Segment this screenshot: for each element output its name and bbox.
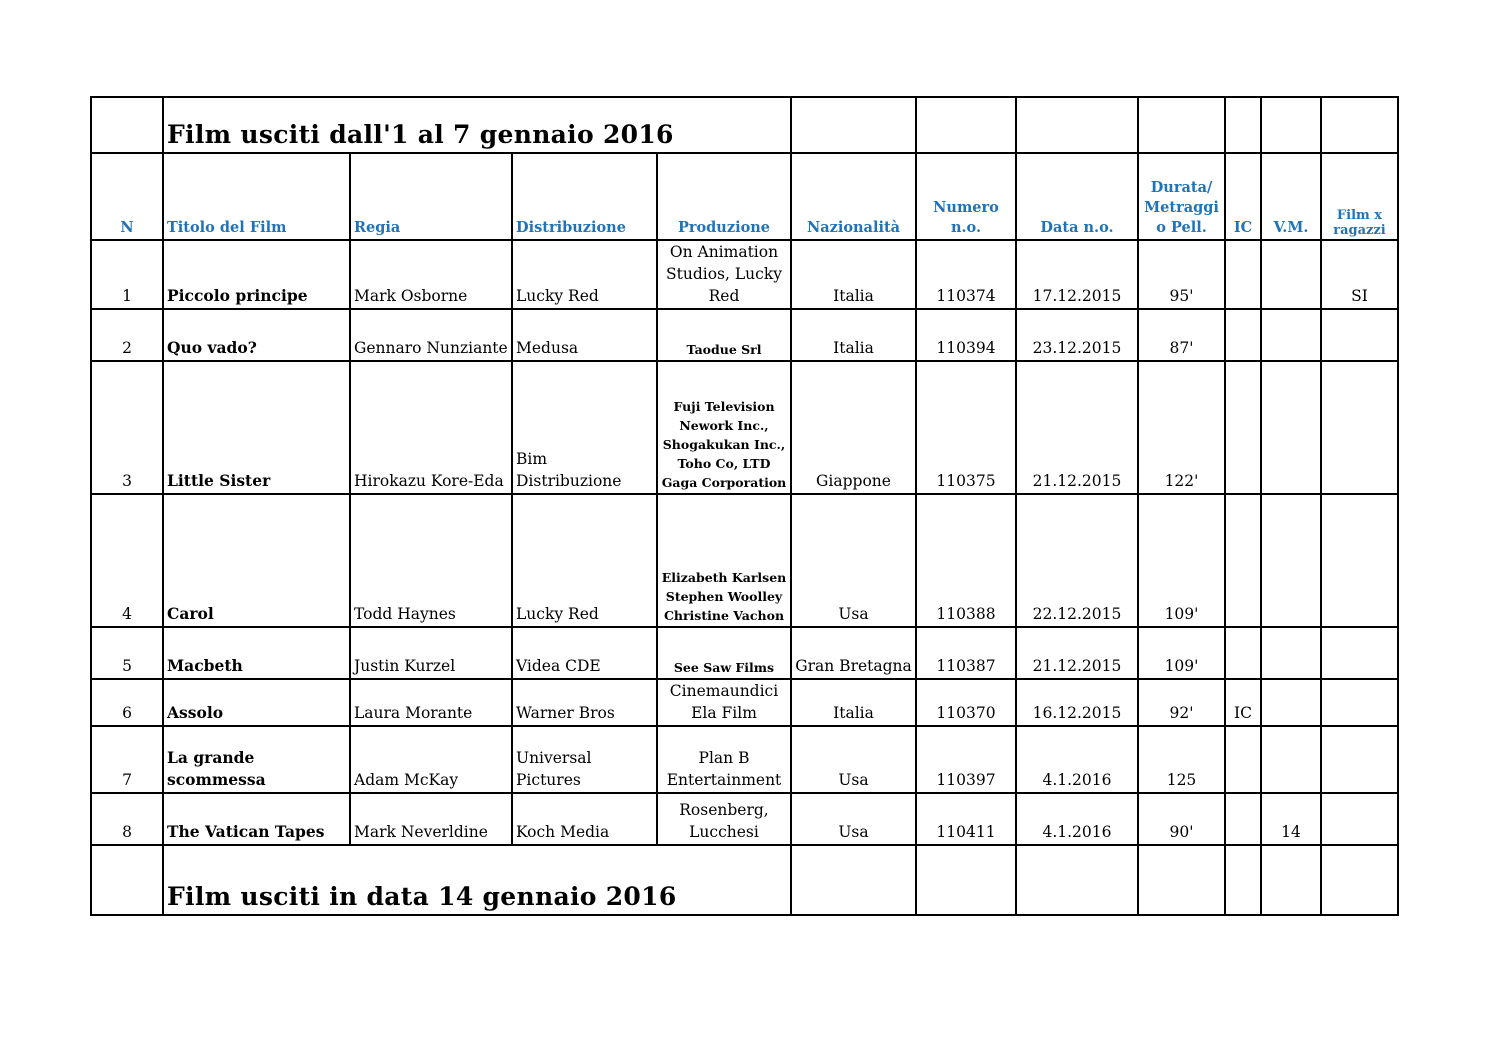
empty-cell xyxy=(1225,845,1261,915)
director: Hirokazu Kore-Eda xyxy=(350,361,512,494)
section-title-row xyxy=(91,97,1398,153)
row-number: 3 xyxy=(91,361,163,494)
production-line: Studios, Lucky xyxy=(666,265,782,283)
film-release-table xyxy=(90,96,1399,916)
row-number: 5 xyxy=(91,627,163,679)
film-title: La grande scommessa xyxy=(163,726,350,793)
production-line: Gaga Corporation xyxy=(661,475,787,490)
film-title: Little Sister xyxy=(163,361,350,494)
production xyxy=(657,494,791,627)
ic-flag xyxy=(1225,627,1261,679)
row-number: 6 xyxy=(91,679,163,726)
production xyxy=(657,793,791,845)
nationality: Usa xyxy=(791,494,916,627)
table-row xyxy=(91,309,1398,361)
section-title-row xyxy=(91,845,1398,915)
director: Todd Haynes xyxy=(350,494,512,627)
production-line: Rosenberg, xyxy=(679,801,769,819)
director: Gennaro Nunziante xyxy=(350,309,512,361)
section-title: Film usciti in data 14 gennaio 2016 xyxy=(163,845,791,915)
kids-flag xyxy=(1321,627,1398,679)
production-line: Taodue Srl xyxy=(686,342,762,357)
row-number: 4 xyxy=(91,494,163,627)
ic-flag: IC xyxy=(1225,679,1261,726)
production-line: Stephen Woolley xyxy=(665,589,783,604)
vm-rating xyxy=(1261,627,1321,679)
empty-cell xyxy=(1016,845,1138,915)
nulla-osta-number: 110374 xyxy=(916,240,1016,309)
director: Justin Kurzel xyxy=(350,627,512,679)
header-numero xyxy=(916,153,1016,240)
vm-rating xyxy=(1261,679,1321,726)
nulla-osta-date: 17.12.2015 xyxy=(1016,240,1138,309)
empty-cell xyxy=(1261,97,1321,153)
vm-rating xyxy=(1261,726,1321,793)
nulla-osta-date: 21.12.2015 xyxy=(1016,627,1138,679)
nulla-osta-number: 110370 xyxy=(916,679,1016,726)
nulla-osta-number: 110397 xyxy=(916,726,1016,793)
production-line: Nework Inc., xyxy=(679,418,769,433)
duration: 109' xyxy=(1138,494,1225,627)
production-line: Lucchesi xyxy=(689,823,759,841)
nulla-osta-date: 21.12.2015 xyxy=(1016,361,1138,494)
vm-rating xyxy=(1261,240,1321,309)
production xyxy=(657,309,791,361)
header-ic: IC xyxy=(1225,153,1261,240)
header-data: Data n.o. xyxy=(1016,153,1138,240)
nationality: Italia xyxy=(791,240,916,309)
nationality: Giappone xyxy=(791,361,916,494)
film-title: Macbeth xyxy=(163,627,350,679)
section-title: Film usciti dall'1 al 7 gennaio 2016 xyxy=(163,97,791,153)
vm-rating xyxy=(1261,494,1321,627)
nationality: Usa xyxy=(791,793,916,845)
empty-cell xyxy=(791,97,916,153)
production-line: Elizabeth Karlsen xyxy=(661,570,787,585)
director: Mark Neverldine xyxy=(350,793,512,845)
nulla-osta-date: 4.1.2016 xyxy=(1016,793,1138,845)
header-numero-line1: Numero xyxy=(933,199,999,216)
production-line: See Saw Films xyxy=(673,660,775,675)
kids-flag xyxy=(1321,726,1398,793)
header-ragazzi xyxy=(1321,153,1398,240)
film-title: Quo vado? xyxy=(163,309,350,361)
header-durata xyxy=(1138,153,1225,240)
row-number: 2 xyxy=(91,309,163,361)
kids-flag xyxy=(1321,309,1398,361)
empty-cell xyxy=(791,845,916,915)
ic-flag xyxy=(1225,494,1261,627)
header-distribuzione: Distribuzione xyxy=(512,153,657,240)
production-line: Fuji Television xyxy=(673,399,775,414)
production xyxy=(657,361,791,494)
nulla-osta-date: 22.12.2015 xyxy=(1016,494,1138,627)
nulla-osta-number: 110375 xyxy=(916,361,1016,494)
table-row xyxy=(91,494,1398,627)
header-durata-line2: Metraggi xyxy=(1144,199,1219,216)
kids-flag xyxy=(1321,679,1398,726)
ic-flag xyxy=(1225,361,1261,494)
production-line: Toho Co, LTD xyxy=(677,456,771,471)
distributor: Bim Distribuzione xyxy=(512,361,657,494)
empty-cell xyxy=(1138,97,1225,153)
duration: 92' xyxy=(1138,679,1225,726)
production-line: Cinemaundici xyxy=(669,682,779,700)
header-ragazzi-line1: Film x xyxy=(1336,208,1383,223)
kids-flag: SI xyxy=(1321,240,1398,309)
distributor: Lucky Red xyxy=(512,240,657,309)
vm-rating xyxy=(1261,309,1321,361)
production-line: Red xyxy=(708,287,740,305)
ic-flag xyxy=(1225,793,1261,845)
duration: 109' xyxy=(1138,627,1225,679)
nulla-osta-number: 110394 xyxy=(916,309,1016,361)
header-numero-line2: n.o. xyxy=(950,219,982,236)
duration: 87' xyxy=(1138,309,1225,361)
nulla-osta-number: 110388 xyxy=(916,494,1016,627)
film-title: Piccolo principe xyxy=(163,240,350,309)
table-row xyxy=(91,361,1398,494)
distributor: Warner Bros xyxy=(512,679,657,726)
empty-cell xyxy=(1016,97,1138,153)
production-line: Ela Film xyxy=(691,704,757,722)
production xyxy=(657,726,791,793)
production-line: On Animation xyxy=(669,243,779,261)
ic-flag xyxy=(1225,309,1261,361)
empty-cell xyxy=(1225,97,1261,153)
director: Mark Osborne xyxy=(350,240,512,309)
distributor: Medusa xyxy=(512,309,657,361)
header-produzione: Produzione xyxy=(657,153,791,240)
kids-flag xyxy=(1321,793,1398,845)
header-nazionalita: Nazionalità xyxy=(791,153,916,240)
header-vm: V.M. xyxy=(1261,153,1321,240)
production xyxy=(657,679,791,726)
production xyxy=(657,240,791,309)
row-number: 1 xyxy=(91,240,163,309)
ic-flag xyxy=(1225,726,1261,793)
nationality: Italia xyxy=(791,679,916,726)
nationality: Italia xyxy=(791,309,916,361)
empty-cell xyxy=(91,845,163,915)
kids-flag xyxy=(1321,361,1398,494)
vm-rating xyxy=(1261,361,1321,494)
kids-flag xyxy=(1321,494,1398,627)
table-row xyxy=(91,726,1398,793)
header-ragazzi-line2: ragazzi xyxy=(1333,223,1386,238)
duration: 125 xyxy=(1138,726,1225,793)
nationality: Usa xyxy=(791,726,916,793)
header-durata-line1: Durata/ xyxy=(1150,179,1213,196)
table-row xyxy=(91,679,1398,726)
header-n: N xyxy=(91,153,163,240)
empty-cell xyxy=(91,97,163,153)
nulla-osta-date: 16.12.2015 xyxy=(1016,679,1138,726)
column-header-row xyxy=(91,153,1398,240)
film-title: Assolo xyxy=(163,679,350,726)
duration: 95' xyxy=(1138,240,1225,309)
distributor: Universal Pictures xyxy=(512,726,657,793)
distributor: Koch Media xyxy=(512,793,657,845)
header-durata-line3: o Pell. xyxy=(1156,219,1207,236)
row-number: 7 xyxy=(91,726,163,793)
table-row xyxy=(91,240,1398,309)
production-line: Plan B xyxy=(698,749,750,767)
ic-flag xyxy=(1225,240,1261,309)
production xyxy=(657,627,791,679)
nulla-osta-date: 4.1.2016 xyxy=(1016,726,1138,793)
nulla-osta-date: 23.12.2015 xyxy=(1016,309,1138,361)
header-titolo: Titolo del Film xyxy=(163,153,350,240)
duration: 90' xyxy=(1138,793,1225,845)
empty-cell xyxy=(916,845,1016,915)
empty-cell xyxy=(916,97,1016,153)
row-number: 8 xyxy=(91,793,163,845)
table-row xyxy=(91,627,1398,679)
nationality: Gran Bretagna xyxy=(791,627,916,679)
duration: 122' xyxy=(1138,361,1225,494)
production-line: Shogakukan Inc., xyxy=(662,437,786,452)
empty-cell xyxy=(1321,845,1398,915)
production-line: Entertainment xyxy=(666,771,782,789)
table-row xyxy=(91,793,1398,845)
director: Laura Morante xyxy=(350,679,512,726)
nulla-osta-number: 110411 xyxy=(916,793,1016,845)
distributor: Lucky Red xyxy=(512,494,657,627)
header-regia: Regia xyxy=(350,153,512,240)
vm-rating: 14 xyxy=(1261,793,1321,845)
empty-cell xyxy=(1321,97,1398,153)
nulla-osta-number: 110387 xyxy=(916,627,1016,679)
distributor: Videa CDE xyxy=(512,627,657,679)
empty-cell xyxy=(1138,845,1225,915)
film-title: The Vatican Tapes xyxy=(163,793,350,845)
empty-cell xyxy=(1261,845,1321,915)
director: Adam McKay xyxy=(350,726,512,793)
film-title: Carol xyxy=(163,494,350,627)
production-line: Christine Vachon xyxy=(663,608,785,623)
